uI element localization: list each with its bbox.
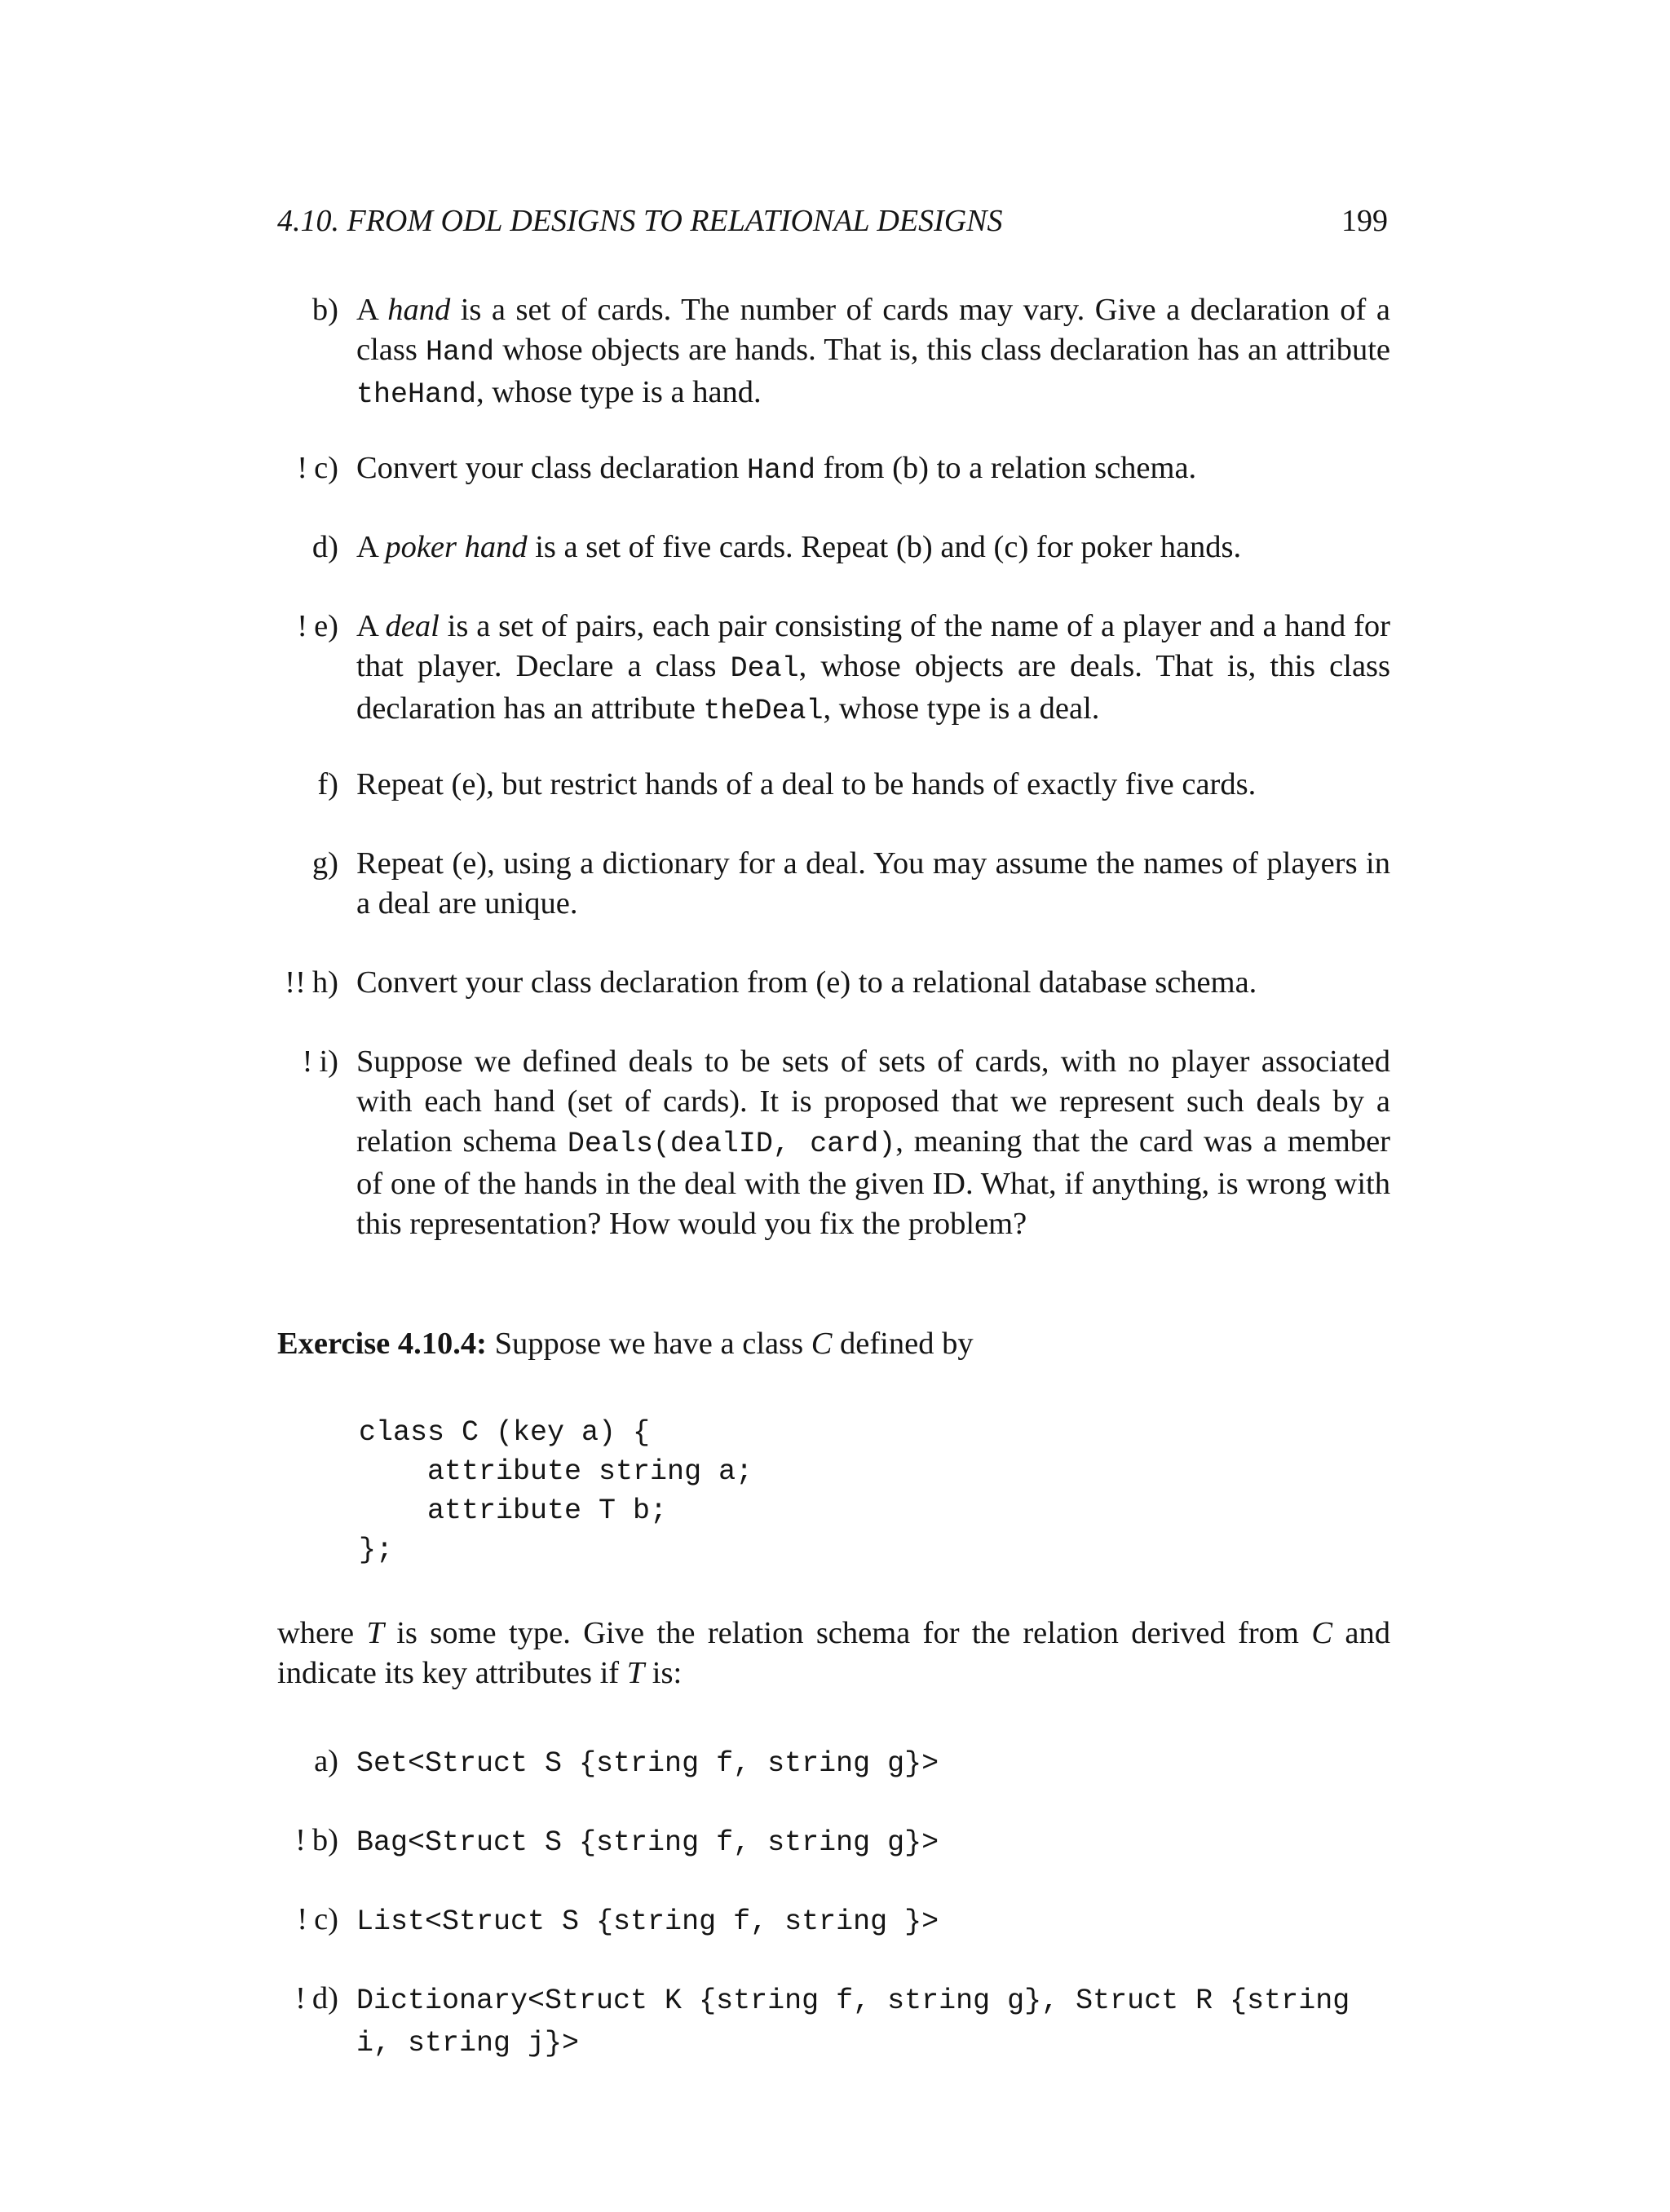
- emphasis-text: C: [811, 1327, 833, 1361]
- code-term: Deal: [730, 652, 799, 685]
- text-run: Suppose we defined deals to be sets of sets of cards, with no player associated with each hand (set of cards). It is proposed that we represent such deals by a relation schema: [356, 1044, 1390, 1159]
- exercise-label: Exercise 4.10.4:: [277, 1327, 487, 1361]
- type-option-c: [277, 1900, 1390, 1942]
- emphasis-text: poker hand: [385, 530, 528, 564]
- code-term: theHand: [356, 378, 477, 411]
- code-term: Hand: [426, 336, 495, 369]
- item-text: [356, 765, 1390, 805]
- exercise-item-f: [277, 765, 1390, 805]
- item-marker: f): [317, 767, 338, 801]
- text-run: Convert your class declaration from (e) to a relational database schema.: [356, 965, 1257, 1000]
- text-run: Suppose we have a class: [486, 1327, 811, 1361]
- code-term: Bag<Struct S {string f, string g}>: [356, 1826, 939, 1859]
- exercise-item-d: [277, 528, 1390, 567]
- item-text: [356, 1742, 1390, 1784]
- text-run: whose objects are hands. That is, this class declaration has an attribute: [494, 333, 1390, 367]
- item-text: [356, 290, 1390, 415]
- text-run: is some type. Give the relation schema for the relation derived from: [383, 1616, 1312, 1650]
- exercise-item-b: [277, 290, 1390, 415]
- item-text: [356, 528, 1390, 567]
- text-run: A: [356, 293, 388, 327]
- emphasis-text: C: [1311, 1616, 1333, 1650]
- emphasis-text: T: [366, 1616, 384, 1650]
- text-run: Convert your class declaration: [356, 451, 747, 485]
- page-number: 199: [1341, 204, 1388, 238]
- type-option-d: [277, 1979, 1390, 2064]
- text-run: A: [356, 609, 386, 643]
- item-text: [356, 844, 1390, 924]
- code-block: class C (key a) { attribute string a; attribute T b; };: [359, 1416, 753, 1566]
- item-marker: !! h): [285, 965, 338, 1000]
- text-run: , whose type is a hand.: [476, 375, 762, 409]
- text-run: , meaning that the card was a member of one of the hands in the deal with the given ID. What, if anything, is wrong with this representation? How would you fix the problem?: [356, 1124, 1391, 1241]
- item-marker: g): [311, 846, 338, 881]
- text-run: A: [356, 530, 386, 564]
- item-marker: a): [314, 1744, 338, 1778]
- code-term: Set<Struct S {string f, string g}>: [356, 1747, 939, 1780]
- emphasis-text: T: [626, 1656, 645, 1690]
- item-text: [356, 1900, 1390, 1942]
- text-run: Repeat (e), using a dictionary for a deal. You may assume the names of players in a deal are unique.: [356, 846, 1390, 921]
- code-term: Deals(dealID, card): [567, 1128, 896, 1160]
- text-run: is a set of cards. The number of cards may vary. Give a declaration of a class: [356, 293, 1390, 367]
- item-text: [356, 607, 1390, 731]
- item-marker: ! d): [295, 1981, 338, 2016]
- item-text: [356, 1979, 1390, 2064]
- code-term: theDeal: [703, 695, 824, 727]
- exercise-description: [277, 1614, 1390, 1693]
- text-run: defined by: [832, 1327, 974, 1361]
- item-marker: d): [311, 530, 338, 564]
- text-run: is a set of pairs, each pair consisting of the name of a player and a hand for that player. Declare a class: [356, 609, 1390, 683]
- text-run: Repeat (e), but restrict hands of a deal to be hands of exactly five cards.: [356, 767, 1257, 801]
- section-title: 4.10. FROM ODL DESIGNS TO RELATIONAL DESIGNS: [277, 204, 1003, 238]
- type-option-a: [277, 1742, 1390, 1784]
- item-marker: b): [311, 293, 338, 327]
- item-marker: ! i): [302, 1044, 338, 1079]
- running-header: [277, 198, 1388, 244]
- exercise-item-g: [277, 844, 1390, 924]
- item-text: [356, 1042, 1390, 1244]
- text-run: and indicate its key attributes if: [277, 1616, 1390, 1690]
- emphasis-text: hand: [387, 293, 451, 327]
- item-marker: ! b): [295, 1823, 338, 1857]
- type-option-b: [277, 1821, 1390, 1863]
- code-term: Dictionary<Struct K {string f, string g}, Struct R {string i, string j}>: [356, 1985, 1350, 2060]
- item-text: [356, 963, 1390, 1003]
- text-run: is a set of five cards. Repeat (b) and (c) for poker hands.: [527, 530, 1242, 564]
- item-marker: ! c): [297, 451, 338, 485]
- text-run: , whose objects are deals. That is, this class declaration has an attribute: [356, 649, 1390, 726]
- exercise-item-c: [277, 448, 1390, 491]
- text-run: where: [277, 1616, 367, 1650]
- item-marker: ! c): [297, 1902, 338, 1936]
- code-term: Hand: [746, 454, 815, 487]
- text-run: from (b) to a relation schema.: [815, 451, 1197, 485]
- text-run: , whose type is a deal.: [823, 691, 1100, 726]
- exercise-heading: [277, 1324, 1390, 1364]
- item-text: [356, 1821, 1390, 1863]
- code-term: List<Struct S {string f, string }>: [356, 1905, 939, 1938]
- exercise-item-i: [277, 1042, 1390, 1244]
- emphasis-text: deal: [385, 609, 440, 643]
- exercise-item-e: [277, 607, 1390, 731]
- item-text: [356, 448, 1390, 491]
- exercise-intro: [487, 1327, 974, 1361]
- text-run: is:: [644, 1656, 683, 1690]
- exercise-item-h: [277, 963, 1390, 1003]
- item-marker: ! e): [297, 609, 338, 643]
